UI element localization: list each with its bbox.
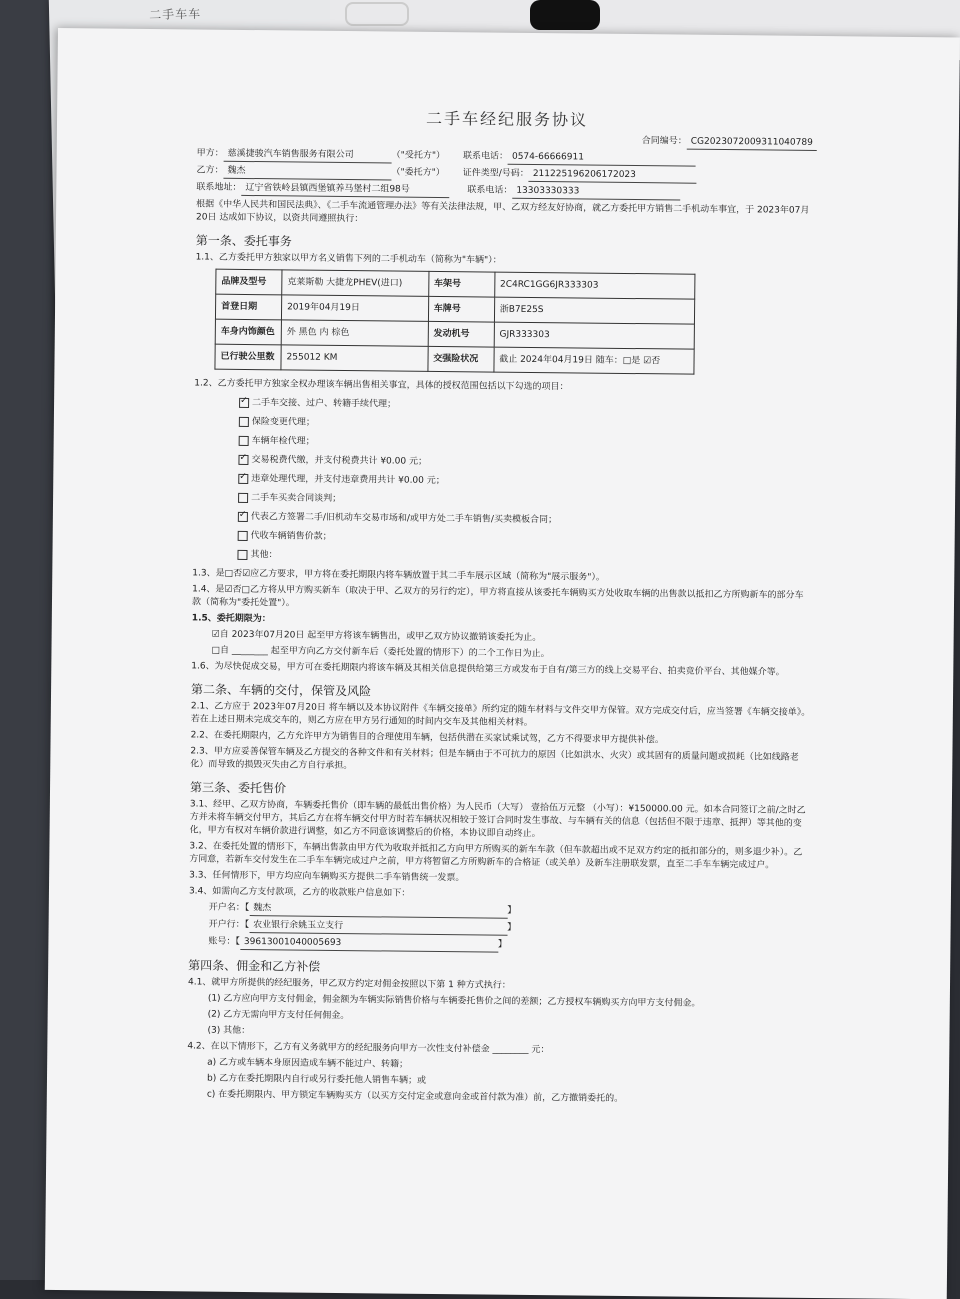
list-item <box>238 492 813 511</box>
clause-3-1: 3.1、经甲、乙双方协商，车辆委托售价（即车辆的最低出售价格）为人民币（大写） 壹拾伍万元整 （小写）：¥150000.00 元。如本合同签订之前/之时乙方并未将车辆交付甲方，其后乙方在将车辆交付甲方时若车辆状况相较于签订合同时发生事故、与车辆有关的信息（包括但不限于违章、抵押）等其他的变化，甲方有权对车辆价款进行调整，如乙方不同意该调整后的价格，本协议即自动终止。 <box>189 799 806 840</box>
list-item <box>238 473 813 492</box>
vin-label: 车架号 <box>428 271 494 297</box>
party-a-label: 甲方： <box>196 148 224 159</box>
section-2-title: 第二条、车辆的交付，保管及风险 <box>191 682 372 699</box>
back-paper-text: 二手车车 <box>149 6 202 22</box>
list-item <box>239 435 814 454</box>
party-b-phone-label: 联系电话： <box>467 185 513 196</box>
clause-4-1-2: (2) 乙方无需向甲方支付任何佣金。 <box>207 1009 350 1022</box>
clause-4-1-3: (3) 其他： <box>207 1025 251 1037</box>
clause-2-1: 2.1、乙方应于 2023年07月20日 将车辆以及本协议附件《车辆交接单》所约定的随车材料与文件交甲方保管。双方完成交付后，应当签署《车辆交接单》。若在上述日期未完成交车的，则乙方应在甲方另行通知的时间内交车及其他相关材料。 <box>190 701 811 729</box>
engine-label: 发动机号 <box>428 321 494 347</box>
contract-no-label: 合同编号： <box>641 136 687 147</box>
checkbox[interactable] <box>238 454 248 464</box>
option-label: 交易税费代缴，并支付税费共计 ¥0.00 元； <box>251 455 428 467</box>
clause-1-1: 1.1、乙方委托甲方独家以甲方名义销售下列的二手机动车（简称为"车辆"）： <box>195 252 502 266</box>
clause-4-2-a: a) 乙方或车辆本身原因造成车辆不能过户、转籍； <box>207 1057 409 1070</box>
clause-1-4: 1.4、是☑否□乙方将从甲方购买新车（取决于甲、乙双方的另行约定），甲方将直接从该委托车辆购买方处收取车辆的出售款以抵扣乙方所购新车的部分车款（简称为"委托处置"）。 <box>191 584 804 609</box>
party-b-id: 211225196206172023 <box>529 168 697 184</box>
clause-1-3: 1.3、是□否☑应乙方要求，甲方将在委托期限内将车辆放置于其二手车展示区域（简称为"展示服务"）。 <box>192 568 605 583</box>
clause-4-2: 4.2、在以下情形下，乙方有义务就甲方的经纪服务向甲方一次性支付补偿金 ________ 元： <box>187 1041 550 1056</box>
option-label: 保险变更代理； <box>251 417 315 428</box>
account-name: 魏杰 <box>249 902 507 919</box>
list-item <box>238 530 813 549</box>
bracket-close: 】 <box>507 905 517 916</box>
checkbox[interactable] <box>238 473 248 483</box>
contract-page <box>45 28 960 1299</box>
list-item <box>239 397 814 416</box>
checkbox[interactable] <box>237 549 247 559</box>
brand-value: 克莱斯勒 大捷龙PHEV(进口) <box>282 270 429 297</box>
list-item <box>239 416 814 435</box>
party-b-role: （"委托方"） <box>391 167 445 179</box>
checkbox[interactable] <box>238 530 248 540</box>
km-value: 255012 KM <box>281 345 428 372</box>
option-label: 违章处理代理，并支付违章费用共计 ¥0.00 元； <box>251 474 445 487</box>
clause-3-2: 3.2、在委托处置的情形下，车辆出售款由甲方代为收取并抵扣乙方向甲方所购买的新车车款（但车款超出或不足双方约定的抵扣部分的，则多退少补）。乙方同意，若新车交付发生在二手车车辆完成过户之前，甲方将暂留乙方所购新车的合格证（或关单）及新车注册联发票，直至二手车车辆完成过户。 <box>189 841 803 871</box>
option-label: 二手车交接、过户、转籍手续代理； <box>252 398 397 410</box>
clause-4-1-1: (1) 乙方应向甲方支付佣金，佣金额为车辆实际销售价格与车辆委托售价之间的差额；乙方授权车辆购买方向甲方支付佣金。 <box>207 993 701 1009</box>
party-b-phone: 13303330333 <box>512 185 680 201</box>
option-label: 代表乙方签署二手/旧机动车交易市场和/或甲方处二手车销售/买卖模板合同； <box>250 512 558 526</box>
bank-name: 农业银行余姚玉立支行 <box>249 919 507 936</box>
option-label: 二手车买卖合同谈判； <box>251 493 342 504</box>
checkbox[interactable] <box>239 397 249 407</box>
account-no-row <box>188 935 808 955</box>
clause-1-5-title: 1.5、委托期限为： <box>191 613 271 625</box>
clause-3-4: 3.4、如需向乙方支付款项，乙方的收款账户信息如下： <box>188 886 411 899</box>
preamble: 根据《中华人民共和国民法典》、《二手车流通管理办法》等有关法律法规，甲、乙双方经友好协商，就乙方委托甲方销售二手机动车事宜，于 2023年07月20日 达成如下协议，以资共同遵照执行： <box>195 199 810 225</box>
section-4-title: 第四条、佣金和乙方补偿 <box>188 958 321 974</box>
clause-4-2-c: c) 在委托期限内、甲方锁定车辆购买方（以买方交付定金或意向金或首付款为准）前，乙方撤销委托的。 <box>206 1089 624 1104</box>
account-no: 39613001040005693 <box>240 936 498 953</box>
section-1-title: 第一条、委托事务 <box>195 233 292 249</box>
vehicle-table <box>214 269 695 375</box>
party-b-address: 辽宁省铁岭县镇西堡镇养马堡村二组98号 <box>241 182 449 198</box>
option-label: 车辆年检代理； <box>251 436 315 447</box>
account-name-label: 开户名：【 <box>208 902 250 914</box>
bank-label: 开户行：【 <box>208 919 250 931</box>
plate-value: 浙B7E25S <box>494 297 695 324</box>
brand-label: 品牌及型号 <box>216 269 282 295</box>
clause-1-5-a: ☑自 2023年07月20日 起至甲方将该车辆售出，或甲乙双方协议撤销该委托为止。 <box>211 629 542 644</box>
section-3-title: 第三条、委托售价 <box>189 780 287 796</box>
bracket-close: 】 <box>497 939 508 950</box>
list-item <box>237 549 812 568</box>
km-label: 已行驶公里数 <box>215 344 281 370</box>
bracket-close: 】 <box>507 922 517 933</box>
party-a-name: 慈溪捷骏汽车销售服务有限公司 <box>224 148 392 164</box>
reg-label: 首登日期 <box>215 294 281 320</box>
account-no-label: 账号：【 <box>208 936 241 947</box>
party-a-phone: 0574-66666911 <box>508 151 696 167</box>
insurance-value: 截止 2024年04月19日 随车：□是 ☑否 <box>494 347 695 374</box>
party-b-id-label: 证件类型/号码： <box>462 168 529 179</box>
party-b-label: 乙方： <box>196 165 224 176</box>
clause-1-6: 1.6、为尽快促成交易，甲方可在委托期限内将该车辆及其相关信息提供给第三方或发布于自有/第三方的线上交易平台、拍卖竞价平台、其他媒介等。 <box>191 661 785 678</box>
clause-1-5-b: □自 ________ 起至甲方向乙方交付新车后（委托处置的情形下）的二个工作日为止。 <box>211 645 550 660</box>
clause-4-1: 4.1、就甲方所提供的经纪服务，甲乙双方约定对佣金按照以下第 1 种方式执行： <box>187 977 511 991</box>
list-item <box>238 454 813 473</box>
party-a-role: （"受托方"） <box>391 150 446 162</box>
checkbox[interactable] <box>238 492 248 502</box>
checkbox[interactable] <box>238 511 248 521</box>
document-body <box>187 69 818 1110</box>
clause-3-3: 3.3、任何情形下，甲方均应向车辆购买方提供二手车销售统一发票。 <box>189 870 465 884</box>
checkbox[interactable] <box>239 435 249 445</box>
contract-no: CG2023072009311040789 <box>687 136 817 151</box>
checkbox[interactable] <box>239 416 249 426</box>
pen <box>530 0 600 30</box>
option-list <box>192 396 814 567</box>
address-label: 联系地址： <box>196 182 242 193</box>
list-item <box>238 511 813 530</box>
color-label: 车身内饰颜色 <box>215 319 281 345</box>
reg-value: 2019年04月19日 <box>281 295 428 322</box>
vin-value: 2C4RC1GG6JR333303 <box>494 272 695 299</box>
table-row <box>215 344 694 374</box>
insurance-label: 交强险状况 <box>428 346 494 372</box>
option-label: 其他： <box>250 550 278 561</box>
doc-title: 二手车经纪服务协议 <box>425 108 589 130</box>
engine-value: GJR333303 <box>494 322 695 349</box>
clause-1-2: 1.2、乙方委托甲方独家全权办理该车辆出售相关事宜，具体的授权范围包括以下勾选的项目： <box>194 378 569 393</box>
color-value: 外 黑色 内 棕色 <box>281 320 428 347</box>
clause-2-3: 2.3、甲方应妥善保管车辆及乙方提交的各种文件和有关材料；但是车辆由于不可抗力的原因（比如洪水、火灾）或其固有的质量问题或损耗（比如线路老化）而导致的损毁灭失由乙方自行承担。 <box>190 746 799 772</box>
binder-clip <box>345 2 409 26</box>
party-b-name: 魏杰 <box>223 165 391 181</box>
option-label: 代收车辆销售价款； <box>250 531 332 542</box>
clause-4-2-b: b) 乙方在委托期限内自行或另行委托他人销售车辆；或 <box>206 1073 427 1086</box>
clause-2-2: 2.2、在委托期限内，乙方允许甲方为销售目的合理使用车辆，包括供潜在买家试乘试驾，乙方不得要求甲方提供补偿。 <box>190 730 664 746</box>
party-a-phone-label: 联系电话： <box>462 151 509 162</box>
plate-label: 车牌号 <box>428 296 494 322</box>
